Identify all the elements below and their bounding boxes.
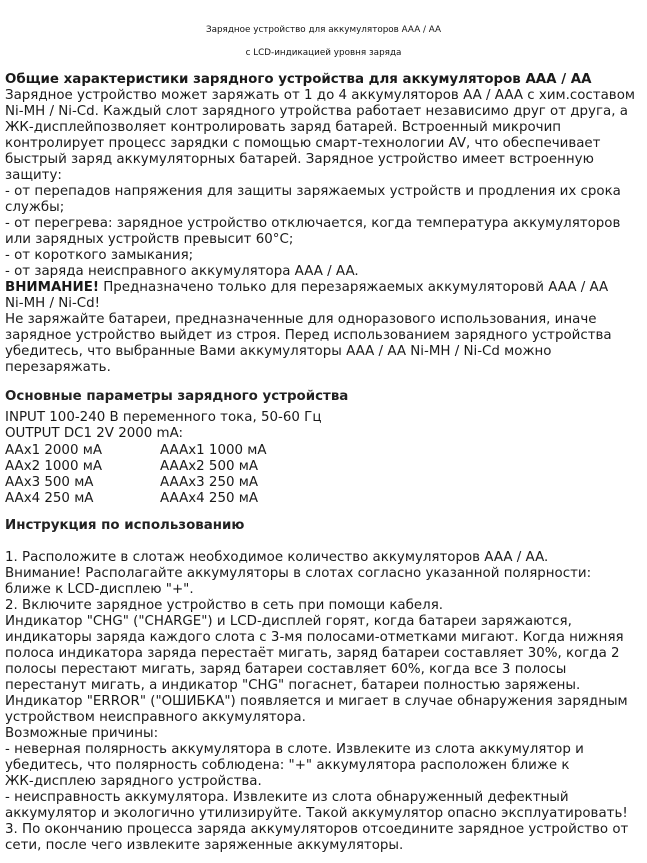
- aaa-value: AAAx1 1000 мА: [160, 443, 267, 458]
- warning-line: убедитесь, что выбранные Вами аккумуляторы AAA / AA Ni-MH / Ni-Cd можно: [5, 344, 552, 359]
- instruction-line: 3. По окончанию процесса заряда аккумуляторов отсоедините зарядное устройство от: [5, 822, 629, 837]
- instruction-line: Индикатор "CHG" ("CHARGE") и LCD-дисплей горят, когда батареи заряжаются,: [5, 614, 572, 629]
- general-line: контролирует процесс зарядки с помощью смарт-технологии AV, что обеспечивает: [5, 136, 601, 151]
- title-line-1: Зарядное устройство для аккумуляторов AAA / AA: [205, 25, 442, 35]
- aa-value: AAx4 250 мА: [5, 491, 94, 506]
- general-heading: Общие характеристики зарядного устройства для аккумуляторов AAA / AA: [5, 72, 592, 87]
- instruction-line: ЖК-дисплею зарядного устройства.: [5, 774, 262, 789]
- instruction-line: Возможные причины:: [5, 726, 159, 741]
- instruction-line: полоса индикатора заряда перестаёт мигать, заряд батареи составляет 30%, когда 2: [5, 646, 620, 661]
- instruction-line: Внимание! Располагайте аккумуляторы в слотах согласно указанной полярности:: [5, 566, 592, 581]
- warning-line: Не заряжайте батареи, предназначенные для одноразового использования, иначе: [5, 312, 597, 327]
- warning-line: Ni-MH / Ni-Cd!: [5, 296, 101, 311]
- params-row: [5, 443, 267, 459]
- general-line: - от перепадов напряжения для защиты заряжаемых устройств и продления их срока: [5, 184, 621, 199]
- instruction-line: индикаторы заряда каждого слота с 3-мя полосами-отметками мигают. Когда нижняя: [5, 630, 624, 645]
- instruction-line: - неисправность аккумулятора. Извлеките из слота обнаруженный дефектный: [5, 790, 569, 805]
- instruction-line: перестанут мигать, а индикатор "CHG" погаснет, батареи полностью заряжены.: [5, 678, 581, 693]
- aa-value: AAx3 500 мА: [5, 475, 94, 490]
- warning-text: Предназначено только для перезаряжаемых аккумуляторовй AAA / AA: [98, 280, 609, 295]
- general-line: службы;: [5, 200, 65, 215]
- general-line: быстрый заряд аккумуляторных батарей. Зарядное устройство имеет встроенную: [5, 152, 594, 167]
- document-title: [0, 19, 647, 65]
- params-row: [5, 459, 259, 475]
- general-line: ЖК-дисплейпозволяет контролировать заряд батарей. Встроенный микрочип: [5, 120, 562, 135]
- instruction-line: аккумулятор и экологично утилизируйте. Такой аккумулятор опасно эксплуатировать!: [5, 806, 628, 821]
- warning-line: перезаряжать.: [5, 360, 111, 375]
- instruction-line: устройством неисправного аккумулятора.: [5, 710, 306, 725]
- instructions-heading: Инструкция по использованию: [5, 518, 245, 533]
- instruction-line: Индикатор "ERROR" ("ОШИБКА") появляется и мигает в случае обнаружения зарядным: [5, 694, 628, 709]
- aaa-value: AAAx2 500 мА: [160, 459, 259, 474]
- instruction-line: ближе к LCD-дисплею "+".: [5, 582, 194, 597]
- params-row: [5, 475, 259, 491]
- instruction-line: 1. Расположите в слотаж необходимое количество аккумуляторов AAA / AA.: [5, 550, 549, 565]
- warning-line: зарядное устройство выйдет из строя. Перед использованием зарядного устройства: [5, 328, 612, 343]
- params-input: INPUT 100-240 В переменного тока, 50-60 Гц: [5, 410, 322, 425]
- general-line: Ni-MH / Ni-Cd. Каждый слот зарядного утройства работает независимо друг от друга, а: [5, 104, 628, 119]
- params-heading: Основные параметры зарядного устройства: [5, 389, 349, 404]
- warning-line: [5, 280, 608, 296]
- instruction-line: - неверная полярность аккумулятора в слоте. Извлеките из слота аккумулятор и: [5, 742, 584, 757]
- general-line: - от заряда неисправного аккумулятора AAA / AA.: [5, 264, 359, 279]
- general-line: защиту:: [5, 168, 62, 183]
- aaa-value: AAAx3 250 мА: [160, 475, 259, 490]
- instruction-line: сети, после чего извлеките заряженные аккумуляторы.: [5, 838, 404, 853]
- instruction-line: убедитесь, что полярность соблюдена: "+" аккумулятора расположен ближе к: [5, 758, 570, 773]
- instruction-line: полосы перестают мигать, заряд батареи составляет 60%, когда все 3 полосы: [5, 662, 567, 677]
- title-line-2: с LCD-индикацией уровня заряда: [245, 48, 402, 58]
- aa-value: AAx1 2000 мА: [5, 443, 102, 458]
- general-line: Зарядное устройство может заряжать от 1 до 4 аккумуляторов AA / AAA с хим.составом: [5, 88, 635, 103]
- general-line: - от короткого замыкания;: [5, 248, 194, 263]
- warning-label: ВНИМАНИЕ!: [5, 280, 99, 295]
- general-line: или зарядных устройств превысит 60°C;: [5, 232, 294, 247]
- aa-value: AAx2 1000 мА: [5, 459, 102, 474]
- aaa-value: AAAx4 250 мА: [160, 491, 259, 506]
- params-output: OUTPUT DC1 2V 2000 mA:: [5, 426, 184, 441]
- params-row: [5, 491, 259, 507]
- general-line: - от перегрева: зарядное устройство отключается, когда температура аккумуляторов: [5, 216, 621, 231]
- instruction-line: 2. Включите зарядное устройство в сеть при помощи кабеля.: [5, 598, 444, 613]
